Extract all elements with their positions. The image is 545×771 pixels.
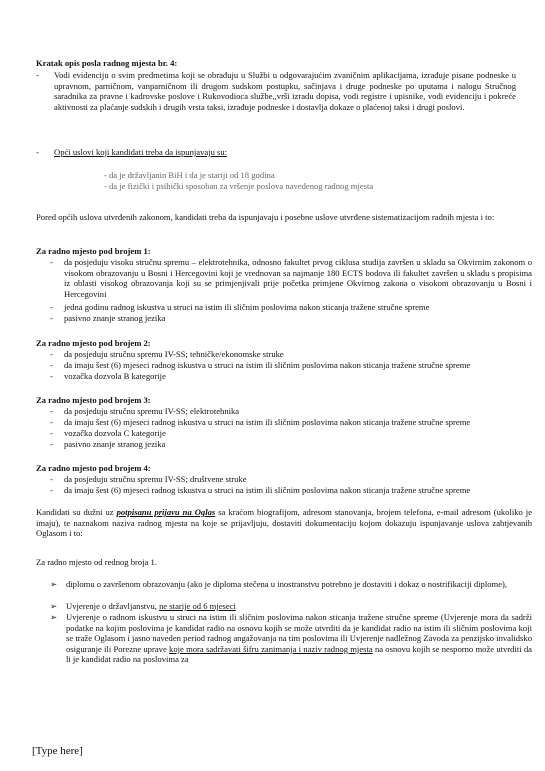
special-conditions-intro: Pored općih uslova utvrđenih zakonom, kandidati treba da ispunjavaju i posebne uslove utvrđene sistematizacijom radnih mjesta i to: — [36, 212, 495, 222]
position-2-title: Za radno mjesto pod brojem 2: — [36, 338, 151, 348]
document-page: Kratak opis posla radnog mjesta br. 4: - Vodi evidenciju o svim predmetima koji se obrađuju u Službi u odgovarajućim zvaničnim aplikacijama, izrađuje pisane podneske u upravnom, parničnom, vanparničnom ili drugom sudskom postupku, sačinjava i druge podneske po uputama i nalogu Stručnog saradnika za pravne i kadrovske poslove i Rukovodioca službe,,vrši izradu dopisa, vodi registre i upisnike, vodi evidenciju i pokreće aktivnosti za plaćanje sudskih i drugih vrsta taksi, izrađuje podneske i dostavlja dokaze o plaćenoj taksi i drugi poslovi. - Opći uslovi koji kandidati treba da ispunjavaju su: - da je državljanin BiH i da je stariji od 18 godina - da je fizički i psihički sposoban za vršenje poslova navedenog radnog mjesta Pored općih uslova utvrđenih zakonom, kandidati treba da ispunjavaju i posebne uslove utvrđene sistematizacijom radnih mjesta i to: Za radno mjesto pod brojem 1: - da posjeduju visoku stručnu spremu – elektrotehnika, odnosno fakultet prvog ciklusa studija završen u skladu sa Okvirnim zakonom o visokom obrazovanju u Bosni i Hercegovini koji je vrednovan sa najmanje 180 ECTS bodova ili fakultet završen u skladu s propisima iz oblasti visokog obrazovanja koji su se primjenjivali prije početka primjene Okvirnog zakona o visokom obrazovanju u Bosni i Hercegovini - jedna godinu radnog iskustva u struci na istim ili sličnim poslovima nakon sticanja tražene stručne spreme - pasivno znanje stranog jezika Za radno mjesto pod brojem 2: - da posjeduju stručnu spremu IV-SS; tehničke/ekonomske struke - da imaju šest (6) mjeseci radnog iskustva u struci na istim ili sličnim poslovima nakon sticanja tražene stručne spreme - vozačka dozvola B kategorije Za radno mjesto pod brojem 3: - da posjeduju stručnu spremu IV-SS; elektrotehnika - da imaju šest (6) mjeseci radnog iskustva u struci na istim ili sličnim poslovima nakon sticanja tražene stručne spreme - vozačka dozvola C kategorije - pasivno znanje stranog jezika Za radno mjesto pod brojem 4: - da posjeduju stručnu spremu IV-SS; društvene struke - da imaju šest (6) mjeseci radnog iskustva u struci na istim ili sličnim poslovima nakon sticanja tražene stručne spreme Kandidati su dužni uz potpisanu prijavu na Oglas sa kraćom biografijom, adresom stanovanja, brojem telefona, e-mail adresom (ukoliko je imaju), te naznakom naziva radnog mjesta na koje se prijavljuju, dostaviti dokumentaciju kojom dokazuju ispunjavanje uslova zahtjevanih Oglasom i to: Za radno mjesto od rednog broja 1. ➢ diplomu o završenom obrazovanju (ako je diploma stečena u inostranstvu potrebno je dostaviti i dokaz o nostrifikaciji diplome), ➢ Uvjerenje o državljanstvu, ne starije od 6 mjeseci ➢ Uvjerenje o radnom iskustvu u struci na istim ili sličnim poslovima nakon sticanja tražene stručne spreme (Uvjerenje mora da sadrži podatke na kojim poslovima je kandidat radio na osnovu kojih se može utvrditi da je kandidat radio na istim ili sličnim poslovima koji se traže Oglasom i jasno naveden period radnog angažovanja na tim poslovima ili Uvjerenje nadležnog Zavoda za penzijsko invalidsko osiguranje ili Poreznе uprave koje mora sadržavati šifru zanimanja i naziv radnog mjesta na osnovu kojih se nesporno može utvrditi da li je kandidat radio na poslovima za [Type here] — [32, 58, 533, 757]
footer-placeholder: [Type here] — [32, 745, 83, 757]
signed-application-emphasis: potpisanu prijavu na Oglas — [116, 507, 216, 517]
position-3-title: Za radno mjesto pod brojem 3: — [36, 395, 151, 405]
arrow-bullet-icon: ➢ — [50, 612, 58, 622]
general-condition-1: - da je državljanin BiH i da je stariji od 18 godina — [104, 170, 275, 180]
dash-bullet: - — [36, 147, 39, 157]
dash-bullet: - — [36, 70, 39, 80]
heading-position-4: Kratak opis posla radnog mjesta br. 4: — [36, 58, 178, 68]
position-1-title: Za radno mjesto pod brojem 1: — [36, 246, 151, 256]
general-conditions-title: Opći uslovi koji kandidati treba da ispunjavaju su: — [54, 147, 228, 157]
obligation-paragraph: Kandidati su dužni uz potpisanu prijavu na Oglas sa kraćom biografijom, adresom stanovanja, brojem telefona, e-mail adresom (ukoliko je imaju), te naznakom naziva radnog mjesta na koje se prijavljuju, dostaviti dokumentaciju kojom dokazuju ispunjavanje uslova zahtjevanih Oglasom i to: — [36, 507, 533, 539]
description-4-text: Vodi evidenciju o svim predmetima koji se obrađuju u Službi u odgovarajućim zvaničnim aplikacijama, izrađuje pisane podneske u upravnom, parničnom, vanparničnom ili drugom sudskom postupku, sačinjava i druge podneske po uputama i nalogu Stručnog saradnika za pravne i kadrovske poslove i Rukovodioca službe,,vrši izradu dopisa, vodi registre i upisnike, vodi evidenciju i pokreće aktivnosti za plaćanje sudskih i drugih vrsta taksi, izrađuje podneske i dostavlja dokaze o plaćenoj taksi i drugi poslovi. — [54, 70, 516, 112]
position-4-title: Za radno mjesto pod brojem 4: — [36, 463, 151, 473]
general-condition-2: - da je fizički i psihički sposoban za vršenje poslova navedenog radnog mjesta — [104, 181, 374, 191]
description-4 — [36, 70, 516, 134]
arrow-bullet-icon: ➢ — [50, 579, 58, 589]
arrow-bullet-icon: ➢ — [50, 601, 58, 611]
position-1-docs-title: Za radno mjesto od rednog broja 1. — [36, 557, 157, 567]
